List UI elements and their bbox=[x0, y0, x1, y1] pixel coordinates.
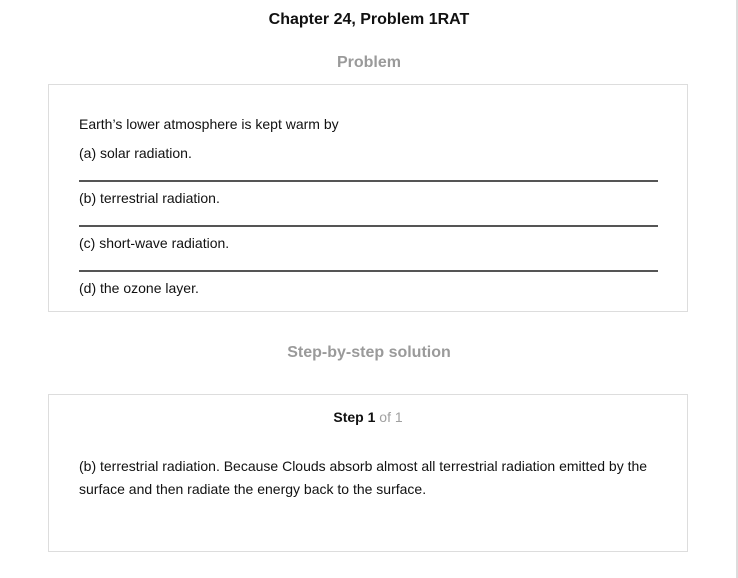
answer-options bbox=[79, 145, 658, 317]
answer-option-a: (a) solar radiation. bbox=[79, 145, 658, 182]
step-number: 1 bbox=[367, 409, 376, 425]
page-title: Chapter 24, Problem 1RAT bbox=[268, 11, 470, 28]
step-total: of 1 bbox=[379, 409, 403, 425]
step-word: Step bbox=[333, 409, 364, 425]
problem-card bbox=[48, 84, 688, 312]
solution-card bbox=[48, 394, 688, 552]
solution-heading: Step-by-step solution bbox=[287, 344, 451, 361]
step-indicator bbox=[49, 409, 687, 425]
solution-text: (b) terrestrial radiation. Because Clouds absorb almost all terrestrial radiation emitted by the surface and then radiate the energy back to the surface. bbox=[79, 458, 648, 497]
answer-option-d: (d) the ozone layer. bbox=[79, 280, 199, 296]
answer-option-c: (c) short-wave radiation. bbox=[79, 235, 658, 272]
answer-option-b: (b) terrestrial radiation. bbox=[79, 190, 658, 227]
problem-heading: Problem bbox=[336, 54, 401, 71]
question-text: Earth’s lower atmosphere is kept warm by bbox=[79, 116, 339, 132]
